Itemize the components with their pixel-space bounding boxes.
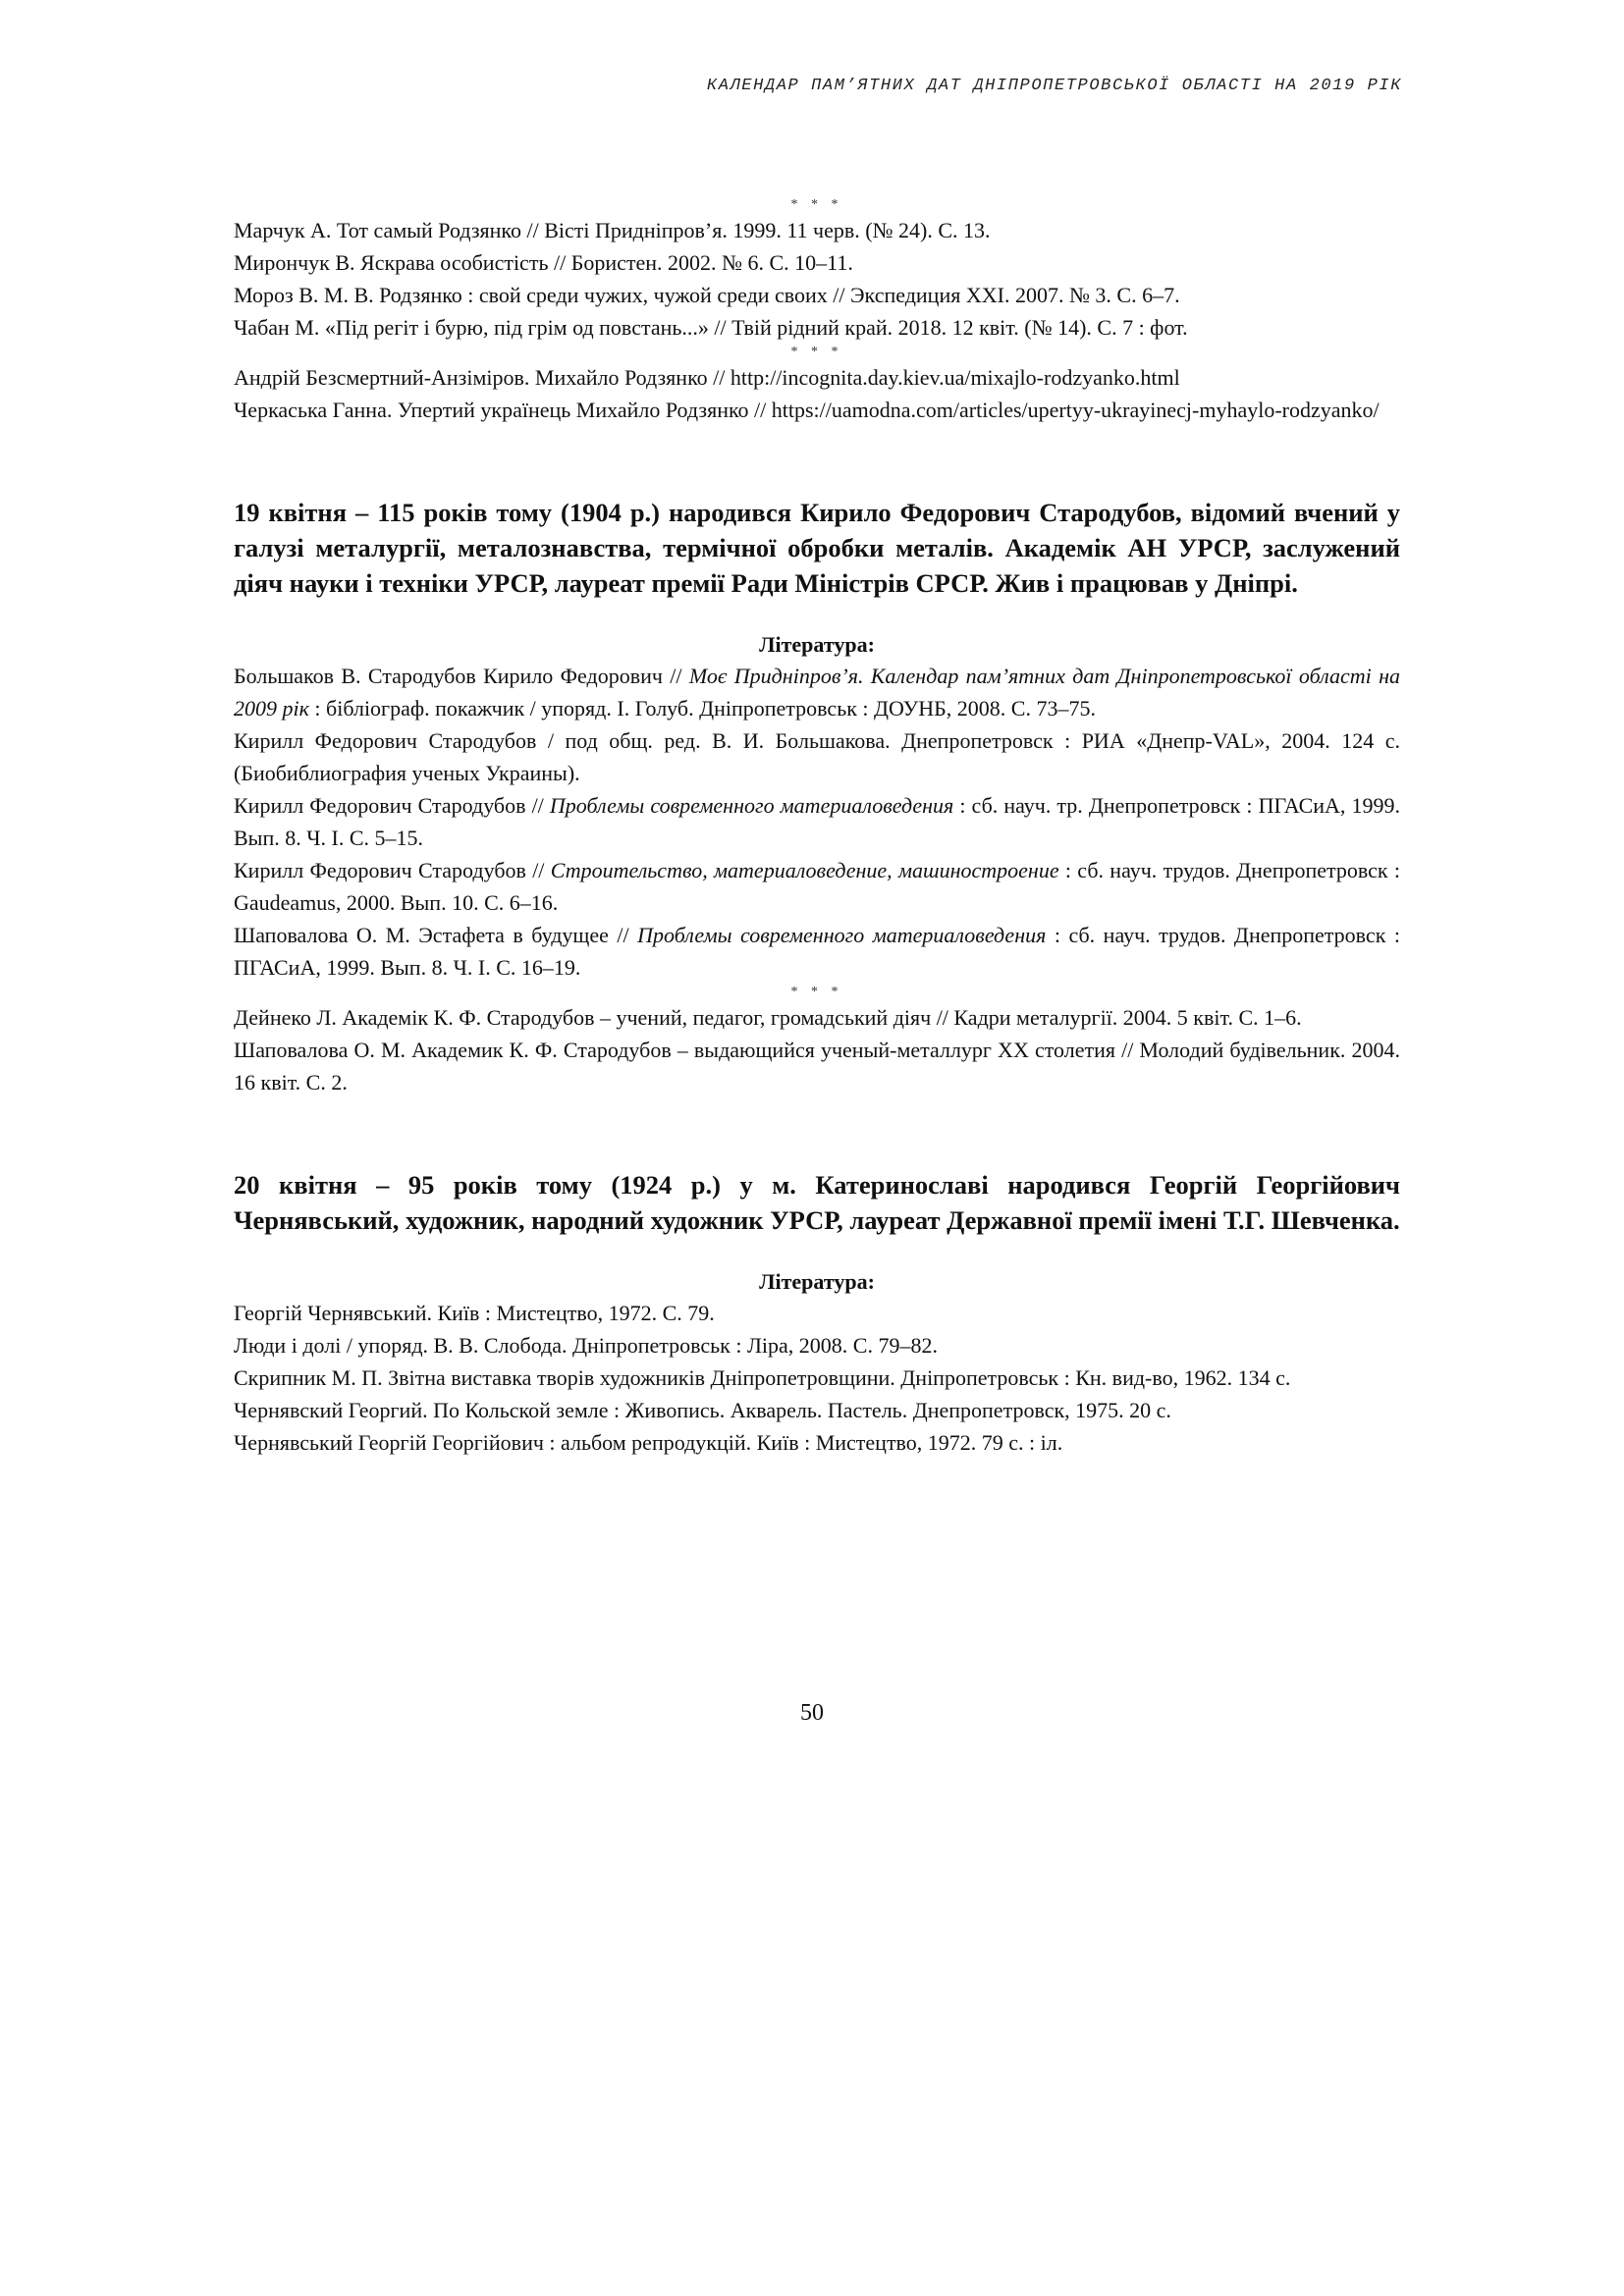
reference-item: Шаповалова О. М. Эстафета в будущее // Проблемы современного материаловедения : сб. науч. трудов. Днепропетровск : ПГАСиА, 1999. Вып. 8. Ч. I. С. 16–19. (234, 923, 1400, 980)
reference-item: Чабан М. «Під регіт і бурю, під грім од повстань...» // Твій рідний край. 2018. 12 квіт. (№ 14). С. 7 : фот. (234, 315, 1188, 340)
reference-item: Шаповалова О. М. Академик К. Ф. Стародубов – выдающийся ученый-металлург XX столетия // Молодий будівельник. 2004. 16 квіт. С. 2. (234, 1038, 1400, 1095)
reference-item: Марчук А. Тот самый Родзянко // Вісті Придніпров’я. 1999. 11 черв. (№ 24). С. 13. (234, 218, 991, 242)
page-number: 50 (800, 1700, 824, 1726)
reference-list (234, 1001, 1400, 1098)
event-heading-starodubov: 19 квітня – 115 років тому (1904 р.) народився Кирило Федорович Стародубов, відомий вчений у галузі металургії, металознавства, термічної обробки металів. Академік АН УРСР, заслужений діяч науки і техніки УРСР, лауреат премії Ради Міністрів СРСР. Жив і працював у Дніпрі. (234, 498, 1400, 598)
reference-list (234, 214, 1400, 344)
event-heading-cherniavskyi: 20 квітня – 95 років тому (1924 р.) у м. Катеринославі народився Георгій Георгійович Чернявський, художник, народний художник УРСР, лауреат Державної премії імені Т.Г. Шевченка. (234, 1170, 1400, 1235)
section-separator: * * * (790, 985, 843, 999)
running-header: КАЛЕНДАР ПАМ’ЯТНИХ ДАТ ДНІПРОПЕТРОВСЬКОЇ ОБЛАСТІ НА 2019 РІК (706, 77, 1402, 95)
reference-item: Дейнеко Л. Академік К. Ф. Стародубов – учений, педагог, громадський діяч // Кадри металургії. 2004. 5 квіт. С. 1–6. (234, 1005, 1302, 1030)
reference-item: Кирилл Федорович Стародубов // Проблемы современного материаловедения : сб. науч. тр. Днепропетровск : ПГАСиА, 1999. Вып. 8. Ч. I. С. 5–15. (234, 793, 1400, 850)
reference-item: Георгій Чернявський. Київ : Мистецтво, 1972. С. 79. (234, 1301, 715, 1325)
reference-list (234, 660, 1400, 984)
reference-item: Чернявський Георгій Георгійович : альбом репродукцій. Київ : Мистецтво, 1972. 79 с. : іл. (234, 1430, 1063, 1455)
reference-item: Кирилл Федорович Стародубов / под общ. ред. В. И. Большакова. Днепропетровск : РИА «Днепр-VAL», 2004. 124 с. (Биобиблиография ученых Украины). (234, 728, 1400, 785)
reference-item: Мороз В. М. В. Родзянко : свой среди чужих, чужой среди своих // Экспедиция XXI. 2007. № 3. С. 6–7. (234, 283, 1180, 307)
literature-heading: Література: (759, 1269, 875, 1294)
section-separator: * * * (790, 345, 843, 359)
literature-heading: Література: (759, 632, 875, 657)
page-content (234, 196, 1400, 1459)
reference-item: Мирончук В. Яскрава особистість // Бористен. 2002. № 6. С. 10–11. (234, 250, 853, 275)
reference-item: Скрипник М. П. Звітна виставка творів художників Дніпропетровщини. Дніпропетровськ : Кн. вид-во, 1962. 134 с. (234, 1365, 1291, 1390)
reference-item: Чернявский Георгий. По Кольской земле : Живопись. Акварель. Пастель. Днепропетровск, 1975. 20 с. (234, 1398, 1171, 1422)
web-reference-item: Андрій Безсмертний-Анзіміров. Михайло Родзянко // http://incognita.day.kiev.ua/mixajlo-rodzyanko.html (234, 365, 1180, 390)
reference-item: Кирилл Федорович Стародубов // Строительство, материаловедение, машиностроение : сб. науч. трудов. Днепропетровск : Gaudeamus, 2000. Вып. 10. С. 6–16. (234, 858, 1401, 915)
reference-item: Большаков В. Стародубов Кирило Федорович // Моє Придніпров’я. Календар пам’ятних дат Дніпропетровської області на 2009 рік : бібліограф. покажчик / упоряд. І. Голуб. Дніпропетровськ : ДОУНБ, 2008. С. 73–75. (234, 664, 1400, 721)
reference-item: Люди і долі / упоряд. В. В. Слобода. Дніпропетровськ : Ліра, 2008. С. 79–82. (234, 1333, 938, 1358)
web-reference-list (234, 361, 1400, 426)
web-reference-item: Черкаська Ганна. Упертий українець Михайло Родзянко // https://uamodna.com/articles/upertyy-ukrayinecj-myhaylo-rodzyanko/ (234, 398, 1380, 422)
section-separator: * * * (790, 197, 843, 212)
reference-list (234, 1297, 1400, 1459)
